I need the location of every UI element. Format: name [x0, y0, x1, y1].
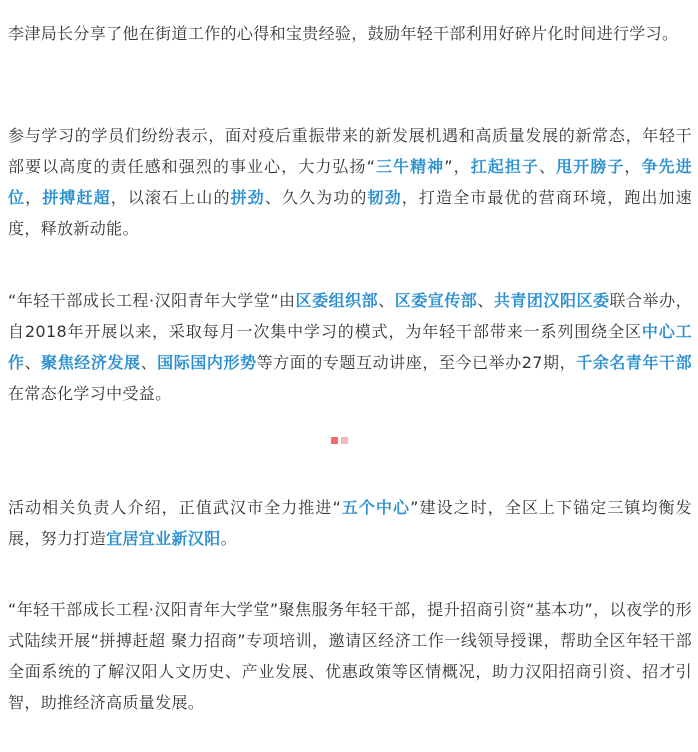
highlighted-phrase: 区委组织部	[295, 291, 379, 310]
text-run: ”，	[444, 157, 471, 176]
section-divider	[331, 437, 351, 445]
highlighted-phrase: 甩开膀子	[556, 157, 625, 176]
highlighted-phrase: 区委宣传部	[394, 291, 478, 310]
text-run: 、久久为功的	[264, 188, 368, 207]
highlighted-phrase: 中心工作	[8, 322, 692, 372]
highlighted-phrase: 争先进位	[8, 157, 692, 207]
divider-dot-light	[341, 437, 348, 444]
text-run: ”建设之时，全区上下锚定三镇均衡发展，努力打造	[8, 498, 692, 548]
highlighted-phrase: 共青团汉阳区委	[493, 291, 610, 310]
text-run: ，以滚石上山的	[110, 188, 231, 207]
highlighted-phrase: 宜居宜业新汉阳	[106, 529, 221, 548]
text-run: 、	[24, 353, 42, 372]
text-run: 、	[477, 291, 494, 310]
text-run: ，	[25, 188, 43, 207]
highlighted-phrase: 三牛精神	[375, 157, 445, 176]
highlighted-phrase: 拼搏赶超	[42, 188, 111, 207]
highlighted-phrase: 国际国内形势	[157, 353, 257, 372]
highlighted-phrase: 聚焦经济发展	[41, 353, 141, 372]
text-run: 联合举办，自2018年开展以来，采取每月一次集中学习的模式，为年轻干部带来一系列围绕全区	[8, 291, 692, 341]
divider-dot-dark	[331, 437, 338, 444]
text-run: “年轻干部成长工程·汉阳青年大学堂”聚焦服务年轻干部，提升招商引资“基本功”，以夜学的形式陆续开展“拼搏赶超 聚力招商”专项培训，邀请区经济工作一线领导授课，帮助全区年轻干部全面系统的了解汉阳人文历史、产业发展、优惠政策等区情概况，助力汉阳招商引资、招才引智，助推经济高质量发展。	[8, 600, 692, 712]
text-run: 、	[378, 291, 395, 310]
text-run: 、	[140, 353, 158, 372]
paragraph-5	[0, 594, 698, 718]
paragraph-4	[0, 492, 698, 554]
text-run: 、	[539, 157, 557, 176]
highlighted-phrase: 拼劲	[230, 188, 265, 207]
text-run: 。	[220, 529, 237, 548]
highlighted-phrase: 千余名青年干部	[576, 353, 692, 372]
text-run: “年轻干部成长工程·汉阳青年大学堂”由	[8, 291, 296, 310]
highlighted-phrase: 扛起担子	[470, 157, 540, 176]
paragraph-2	[0, 120, 698, 244]
text-run: 活动相关负责人介绍，正值武汉市全力推进“	[8, 498, 342, 517]
text-run: 参与学习的学员们纷纷表示，面对疫后重振带来的新发展机遇和高质量发展的新常态，年轻干部要以高度的责任感和强烈的事业心，大力弘扬“	[8, 126, 692, 176]
highlighted-phrase: 韧劲	[367, 188, 402, 207]
text-run: ，打造全市最优的营商环境，跑出加速度，释放新动能。	[8, 188, 693, 238]
text-run: ，	[624, 157, 642, 176]
text-run: 李津局长分享了他在街道工作的心得和宝贵经验，鼓励年轻干部利用好碎片化时间进行学习。	[8, 24, 679, 43]
highlighted-phrase: 五个中心	[341, 498, 411, 517]
text-run: 在常态化学习中受益。	[8, 384, 172, 403]
paragraph-3	[0, 285, 698, 409]
paragraph-1	[0, 18, 698, 49]
text-run: 等方面的专题互动讲座，至今已举办27期，	[256, 353, 577, 372]
